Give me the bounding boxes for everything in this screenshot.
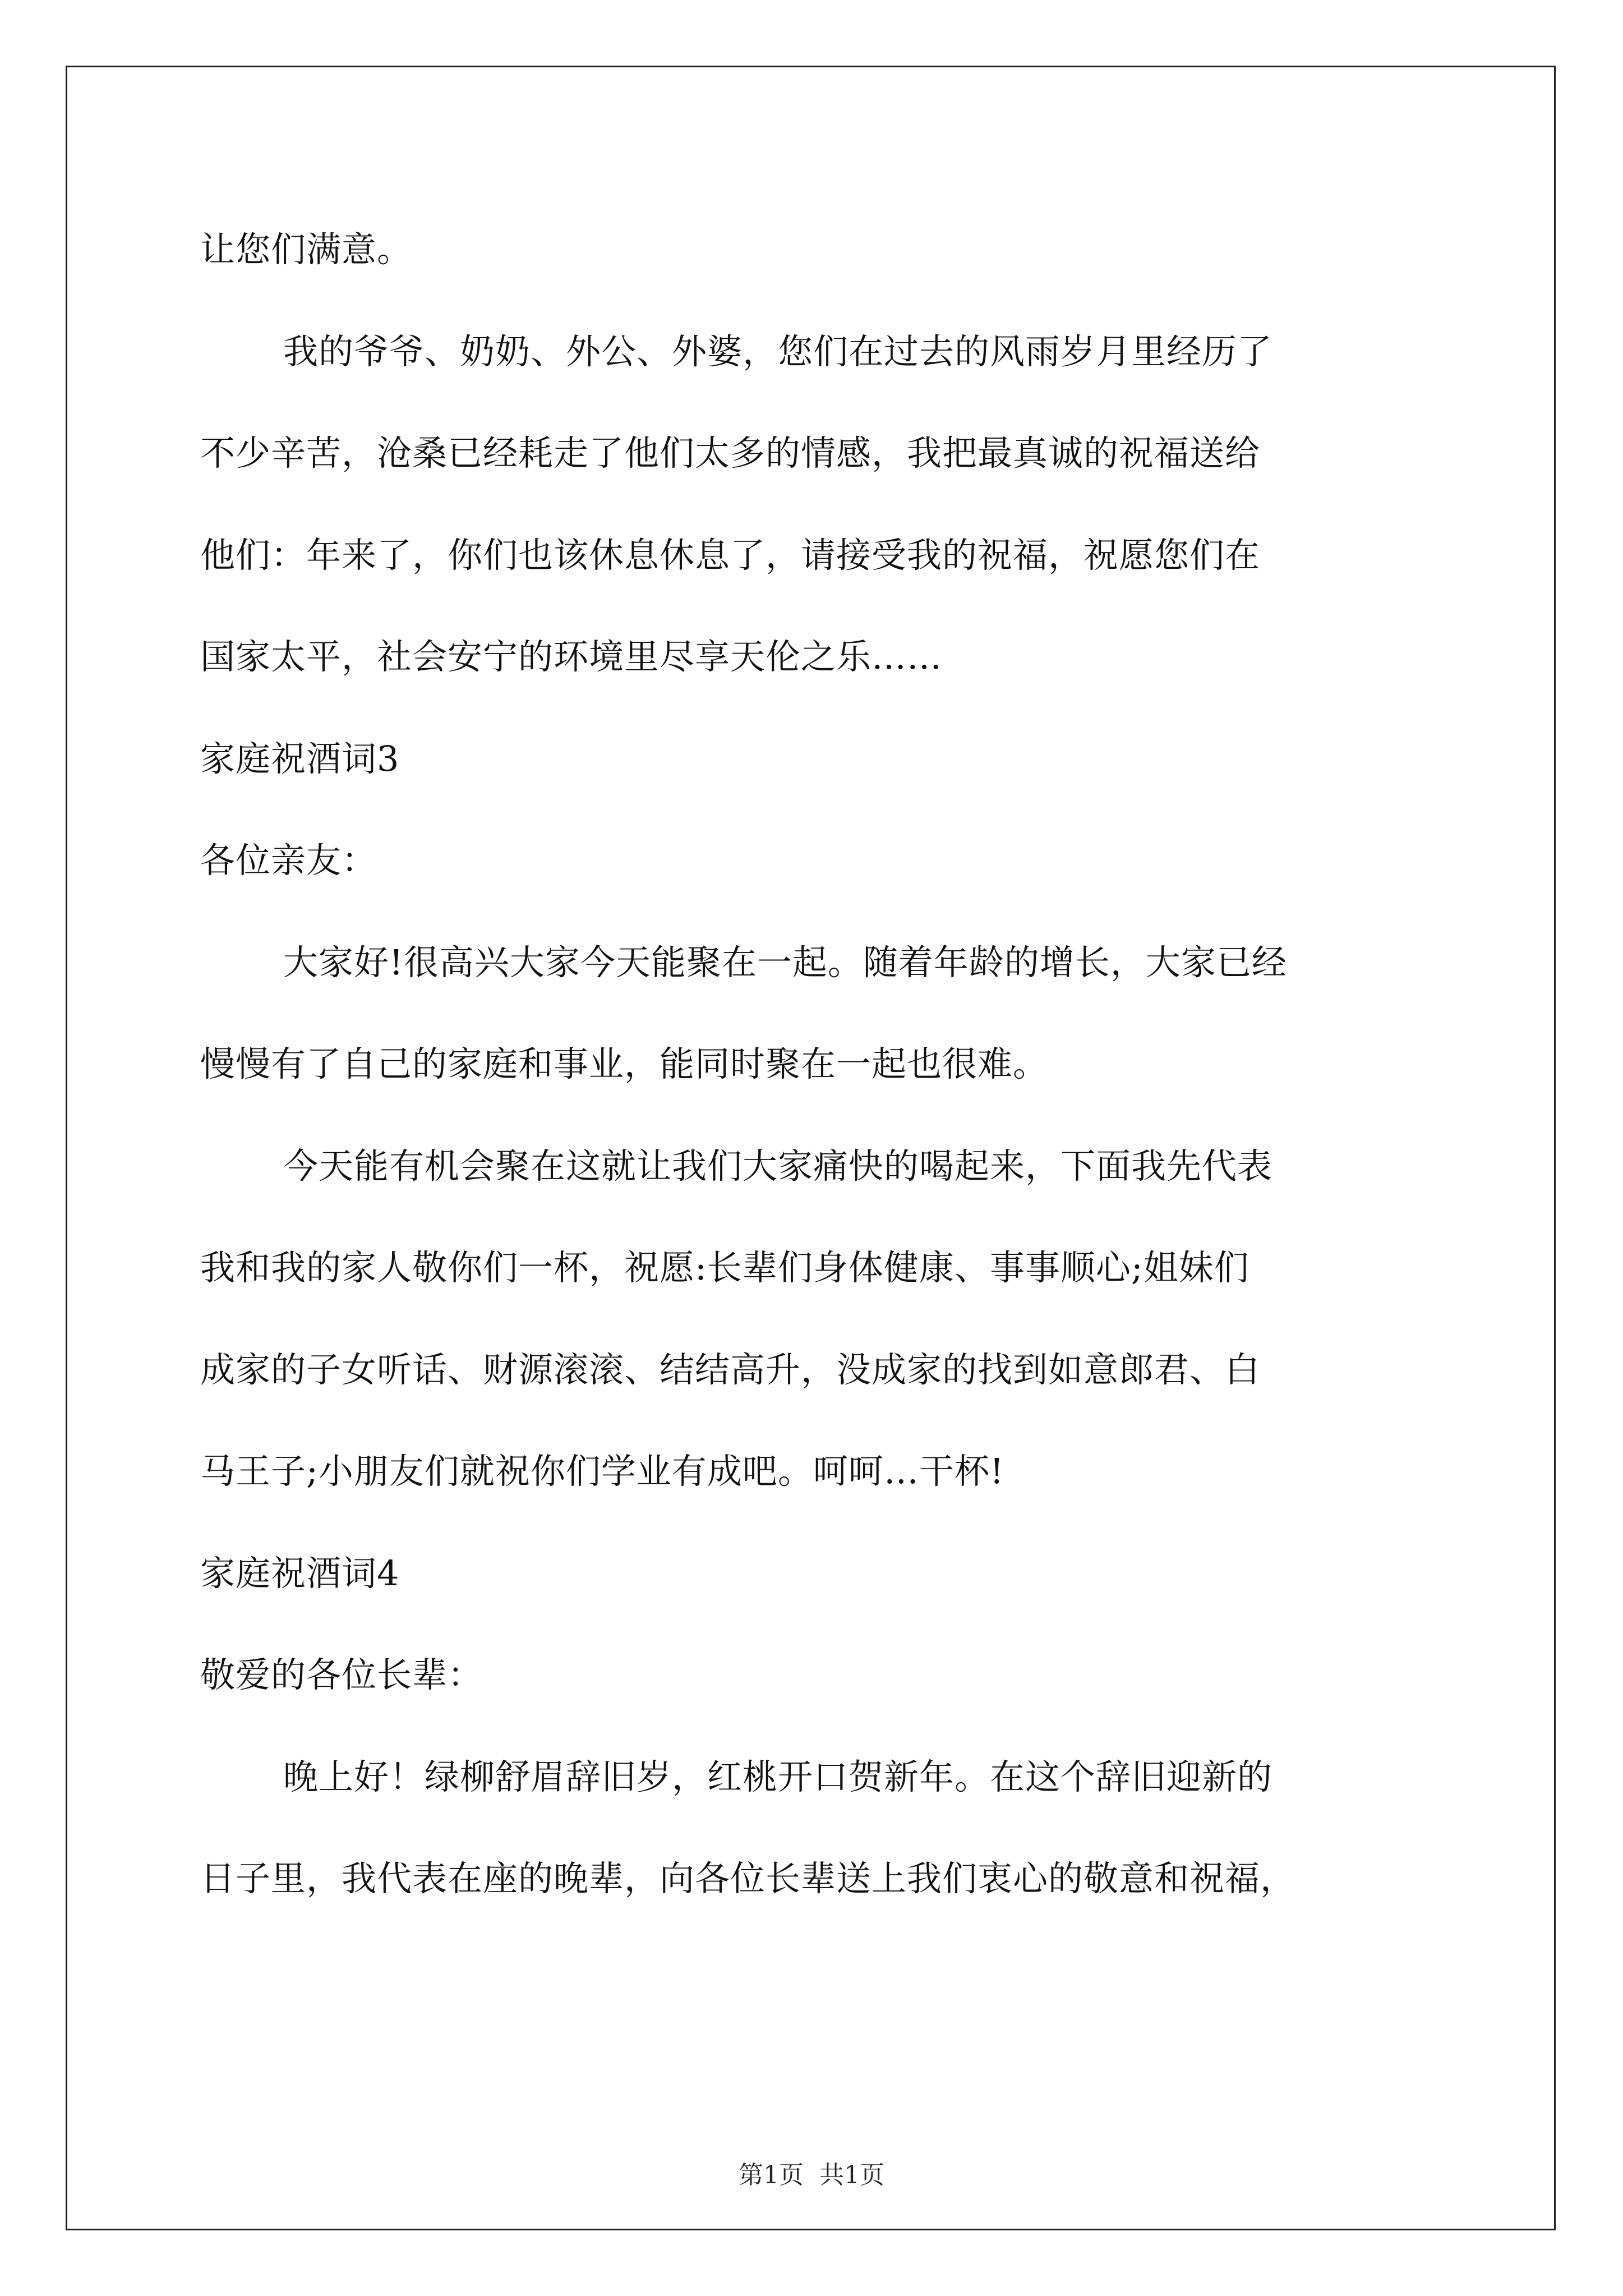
paragraph-line: 让您们满意。 xyxy=(200,229,413,270)
paragraph-line: 成家的子女听话、财源滚滚、结结高升，没成家的找到如意郎君、白 xyxy=(200,1349,1261,1390)
section-heading: 家庭祝酒词3 xyxy=(200,738,400,779)
page-number-footer: 第1页 共1页 xyxy=(739,2161,884,2189)
section-heading: 家庭祝酒词4 xyxy=(200,1553,400,1594)
paragraph-line: 不少辛苦，沧桑已经耗走了他们太多的情感，我把最真诚的祝福送给 xyxy=(200,432,1261,473)
paragraph-line: 大家好!很高兴大家今天能聚在一起。随着年龄的增长，大家已经 xyxy=(283,942,1287,983)
paragraph-line: 我的爷爷、奶奶、外公、外婆，您们在过去的风雨岁月里经历了 xyxy=(283,331,1273,372)
paragraph-line: 今天能有机会聚在这就让我们大家痛快的喝起来，下面我先代表 xyxy=(283,1145,1273,1186)
paragraph-line: 国家太平，社会安宁的环境里尽享天伦之乐…… xyxy=(200,636,943,677)
paragraph-line: 我和我的家人敬你们一杯，祝愿:长辈们身体健康、事事顺心;姐妹们 xyxy=(200,1247,1249,1288)
salutation: 敬爱的各位长辈： xyxy=(200,1654,483,1695)
paragraph-line: 马王子;小朋友们就祝你们学业有成吧。呵呵…干杯! xyxy=(200,1451,1004,1492)
paragraph-line: 晚上好！绿柳舒眉辞旧岁，红桃开口贺新年。在这个辞旧迎新的 xyxy=(283,1756,1273,1797)
paragraph-line: 慢慢有了自己的家庭和事业，能同时聚在一起也很难。 xyxy=(200,1043,1049,1084)
salutation: 各位亲友： xyxy=(200,840,377,881)
paragraph-line: 日子里，我代表在座的晚辈，向各位长辈送上我们衷心的敬意和祝福， xyxy=(200,1858,1296,1899)
paragraph-line: 他们：年来了，你们也该休息休息了，请接受我的祝福，祝愿您们在 xyxy=(200,535,1261,576)
